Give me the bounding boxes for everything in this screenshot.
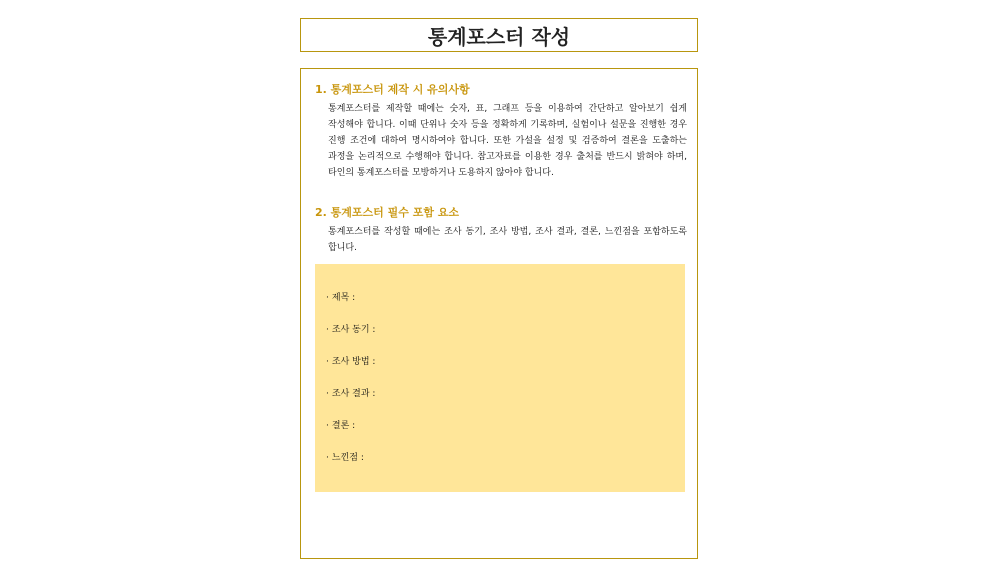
- section-precautions: [315, 83, 687, 181]
- bullet-dot: ·: [326, 421, 329, 431]
- field-result[interactable]: [326, 388, 685, 400]
- field-label-title: 제목 :: [331, 293, 356, 303]
- title-box: [300, 18, 698, 52]
- field-label-impressions: 느낀점 :: [331, 453, 364, 463]
- section-body-required-elements: 통계포스터를 작성할 때에는 조사 동기, 조사 방법, 조사 결과, 결론, 느낀점을 포함하도록 합니다.: [328, 227, 687, 253]
- bullet-dot: ·: [326, 293, 329, 303]
- page-title: 통계포스터 작성: [427, 24, 571, 49]
- field-impressions[interactable]: [326, 452, 685, 464]
- bullet-dot: ·: [326, 453, 329, 463]
- section-required-elements: [315, 206, 687, 256]
- bullet-dot: ·: [326, 357, 329, 367]
- bullet-dot: ·: [326, 389, 329, 399]
- field-label-result: 조사 결과 :: [331, 389, 376, 399]
- field-label-conclusion: 결론 :: [331, 421, 356, 431]
- content-box: [300, 68, 698, 559]
- section-heading-precautions: 1. 통계포스터 제작 시 유의사항: [315, 83, 470, 96]
- field-label-motivation: 조사 동기 :: [331, 325, 376, 335]
- section-heading-required-elements: 2. 통계포스터 필수 포함 요소: [315, 206, 460, 219]
- field-list: [315, 264, 685, 464]
- fill-in-panel[interactable]: [315, 264, 685, 492]
- field-title[interactable]: [326, 292, 685, 304]
- field-conclusion[interactable]: [326, 420, 685, 432]
- bullet-dot: ·: [326, 325, 329, 335]
- field-motivation[interactable]: [326, 324, 685, 336]
- field-label-method: 조사 방법 :: [331, 357, 376, 367]
- section-body-precautions: 통계포스터를 제작할 때에는 숫자, 표, 그래프 등을 이용하여 간단하고 알아보기 쉽게 작성해야 합니다. 이때 단위나 숫자 등을 정확하게 기록하며, 실험이나 설문을 진행한 경우 진행 조건에 대하여 명시하여야 합니다. 또한 가설을 설정 및 검증하여 결론을 도출하는 과정을 논리적으로 수행해야 합니다. 참고자료를 이용한 경우 출처를 반드시 밝혀야 하며, 타인의 통계포스터를 모방하거나 도용하지 않아야 합니다.: [328, 104, 687, 178]
- field-method[interactable]: [326, 356, 685, 368]
